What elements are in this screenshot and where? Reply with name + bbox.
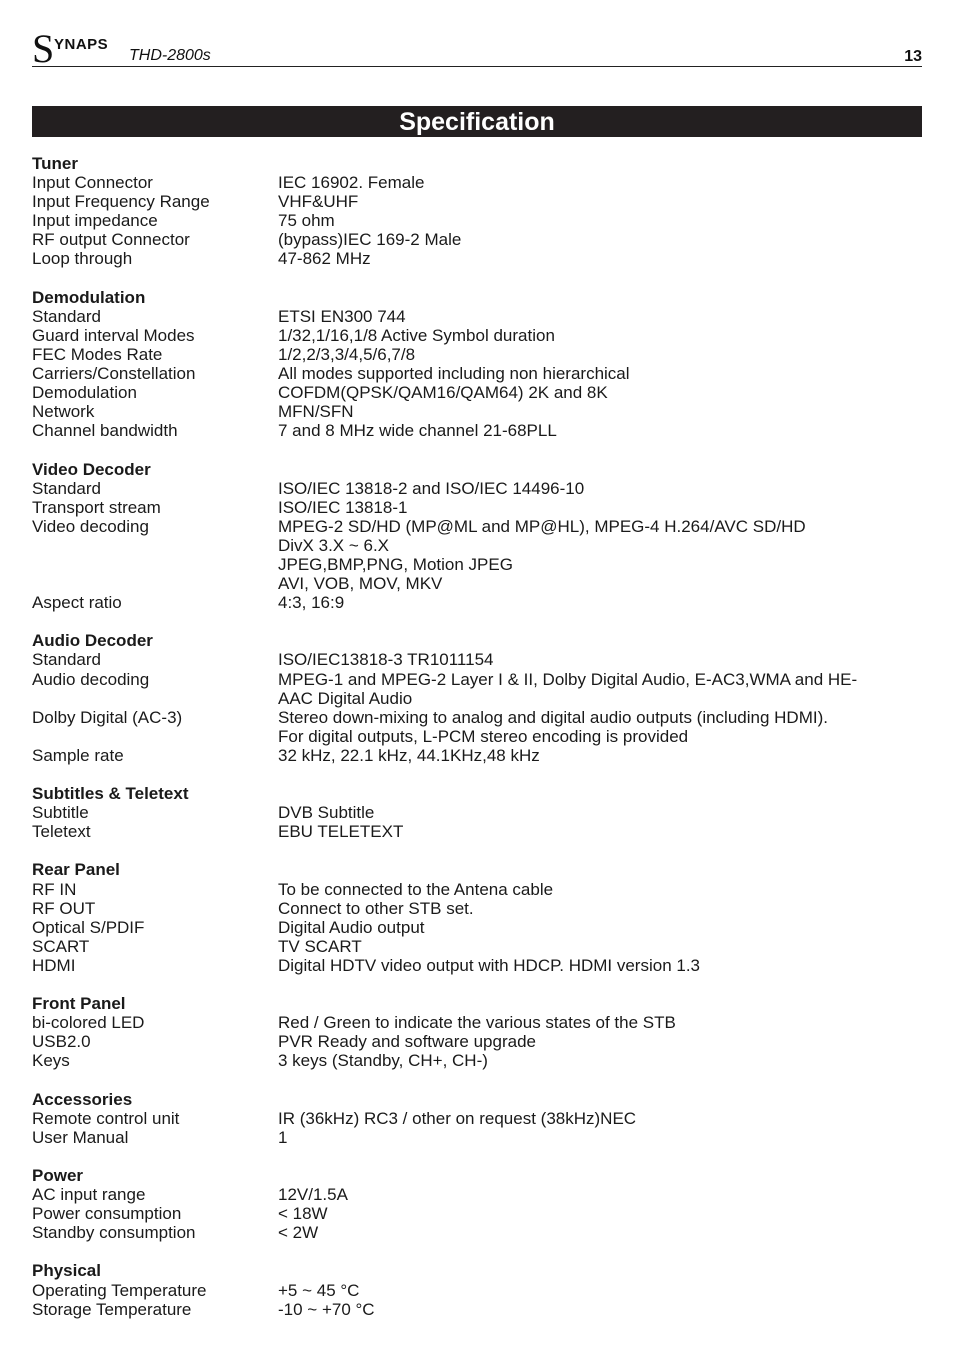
spec-value-line: Stereo down-mixing to analog and digital audio outputs (including HDMI). <box>278 707 828 727</box>
spec-row <box>32 956 922 975</box>
spec-label: Standby consumption <box>32 1223 196 1243</box>
section-title: Front Panel <box>32 994 126 1014</box>
spec-value-line: 1 <box>278 1127 288 1147</box>
spec-value <box>278 517 922 593</box>
spec-value <box>278 1204 922 1223</box>
spec-value <box>278 1032 922 1051</box>
spec-row <box>32 746 922 765</box>
spec-label: RF OUT <box>32 898 96 918</box>
logo-initial: S <box>32 26 54 71</box>
spec-value-line: 75 ohm <box>278 211 335 231</box>
spec-value-line: IR (36kHz) RC3 / other on request (38kHz)NEC <box>278 1108 637 1128</box>
spec-value-line: MPEG-2 SD/HD (MP@ML and MP@HL), MPEG-4 H.264/AVC SD/HD <box>278 516 806 536</box>
spec-section <box>32 784 922 841</box>
spec-label: Dolby Digital (AC-3) <box>32 707 183 727</box>
spec-value-line: Digital Audio output <box>278 917 425 937</box>
spec-value <box>278 670 922 708</box>
spec-value-line: 3 keys (Standby, CH+, CH-) <box>278 1051 488 1071</box>
page-header <box>32 26 922 71</box>
spec-value <box>278 746 922 765</box>
spec-label: SCART <box>32 936 90 956</box>
spec-row <box>32 1051 922 1070</box>
spec-label: Sample rate <box>32 745 124 765</box>
spec-row <box>32 249 922 268</box>
section-title: Tuner <box>32 154 78 173</box>
spec-value <box>278 249 922 268</box>
section-title: Accessories <box>32 1089 133 1109</box>
spec-value <box>278 1128 922 1147</box>
spec-row <box>32 345 922 364</box>
spec-value <box>278 326 922 345</box>
spec-label: Input Connector <box>32 173 153 193</box>
spec-value <box>278 803 922 822</box>
spec-row <box>32 937 922 956</box>
section-title: Demodulation <box>32 287 146 307</box>
spec-label: Aspect ratio <box>32 593 122 613</box>
spec-value <box>278 822 922 841</box>
spec-value <box>278 383 922 402</box>
spec-label: Loop through <box>32 249 133 269</box>
spec-value <box>278 1185 922 1204</box>
spec-row <box>32 1223 922 1242</box>
spec-value-line: JPEG,BMP,PNG, Motion JPEG <box>278 554 513 574</box>
spec-value-line: EBU TELETEXT <box>278 822 404 842</box>
spec-label: AC input range <box>32 1185 146 1205</box>
page-title: Specification <box>32 106 922 137</box>
spec-row <box>32 1281 922 1300</box>
spec-row <box>32 880 922 899</box>
spec-value-line: Digital HDTV video output with HDCP. HDMI version 1.3 <box>278 955 701 975</box>
spec-value-line: 7 and 8 MHz wide channel 21-68PLL <box>278 421 557 441</box>
spec-value-line: 1/2,2/3,3/4,5/6,7/8 <box>278 344 416 364</box>
spec-value-line: < 18W <box>278 1204 328 1224</box>
spec-label: bi-colored LED <box>32 1013 145 1033</box>
spec-label: Teletext <box>32 822 91 842</box>
spec-value-line: 1/32,1/16,1/8 Active Symbol duration <box>278 325 555 345</box>
spec-value <box>278 1013 922 1032</box>
spec-value-line: -10 ~ +70 °C <box>278 1299 375 1319</box>
spec-value <box>278 1300 922 1319</box>
spec-row <box>32 670 922 708</box>
spec-row <box>32 1109 922 1128</box>
spec-value <box>278 918 922 937</box>
section-title: Power <box>32 1165 84 1185</box>
spec-value <box>278 345 922 364</box>
spec-label: Input Frequency Range <box>32 192 210 212</box>
spec-value-line: Red / Green to indicate the various states of the STB <box>278 1013 676 1033</box>
spec-section <box>32 1090 922 1147</box>
spec-label: Demodulation <box>32 383 137 403</box>
spec-section <box>32 154 922 269</box>
spec-label: Keys <box>32 1051 70 1071</box>
spec-value-line: (bypass)IEC 169-2 Male <box>278 230 462 250</box>
spec-section <box>32 860 922 975</box>
spec-value-line: For digital outputs, L-PCM stereo encoding is provided <box>278 726 689 746</box>
spec-row <box>32 918 922 937</box>
spec-value-line: 12V/1.5A <box>278 1185 348 1205</box>
spec-label: Transport stream <box>32 497 161 517</box>
spec-value <box>278 211 922 230</box>
spec-label: Input impedance <box>32 211 158 231</box>
spec-row <box>32 1204 922 1223</box>
section-title: Video Decoder <box>32 459 151 479</box>
spec-row <box>32 307 922 326</box>
spec-row <box>32 593 922 612</box>
spec-label: RF IN <box>32 879 77 899</box>
spec-label: Network <box>32 402 95 422</box>
section-title: Rear Panel <box>32 860 120 880</box>
spec-label: FEC Modes Rate <box>32 344 163 364</box>
spec-value <box>278 1281 922 1300</box>
spec-value-line: All modes supported including non hierarchical <box>278 364 630 384</box>
spec-row <box>32 479 922 498</box>
spec-value <box>278 1223 922 1242</box>
spec-label: User Manual <box>32 1127 129 1147</box>
spec-value <box>278 230 922 249</box>
model-name: THD-2800s <box>129 47 211 64</box>
spec-value <box>278 498 922 517</box>
spec-value <box>278 899 922 918</box>
spec-value-line: IEC 16902. Female <box>278 173 425 193</box>
spec-label: Power consumption <box>32 1204 182 1224</box>
spec-value-line: AVI, VOB, MOV, MKV <box>278 574 443 594</box>
page-number: 13 <box>904 48 922 65</box>
spec-value-line: DVB Subtitle <box>278 803 375 823</box>
spec-label: Guard interval Modes <box>32 325 195 345</box>
spec-label: Video decoding <box>32 516 149 536</box>
spec-value <box>278 173 922 192</box>
spec-row <box>32 1032 922 1051</box>
spec-label: Operating Temperature <box>32 1280 207 1300</box>
spec-value-line: ETSI EN300 744 <box>278 306 406 326</box>
spec-value <box>278 593 922 612</box>
spec-value <box>278 937 922 956</box>
spec-label: USB2.0 <box>32 1032 91 1052</box>
spec-value-line: < 2W <box>278 1223 319 1243</box>
spec-row <box>32 498 922 517</box>
logo-text: YNAPS <box>54 36 109 53</box>
section-title: Physical <box>32 1261 101 1281</box>
spec-value-line: Connect to other STB set. <box>278 898 474 918</box>
spec-value-line: 47-862 MHz <box>278 249 371 269</box>
spec-label: Channel bandwidth <box>32 421 178 441</box>
spec-value-line: TV SCART <box>278 936 362 956</box>
spec-row <box>32 402 922 421</box>
spec-value <box>278 364 922 383</box>
spec-section <box>32 1261 922 1318</box>
spec-section <box>32 288 922 441</box>
spec-value-line: ISO/IEC13818-3 TR1011154 <box>278 650 494 670</box>
spec-row <box>32 1013 922 1032</box>
spec-label: Remote control unit <box>32 1108 180 1128</box>
spec-label: Optical S/PDIF <box>32 917 145 937</box>
spec-value-line: +5 ~ 45 °C <box>278 1280 360 1300</box>
spec-row <box>32 326 922 345</box>
spec-row <box>32 650 922 669</box>
spec-row <box>32 1128 922 1147</box>
spec-value-line: MPEG-1 and MPEG-2 Layer I & II, Dolby Digital Audio, E-AC3,WMA and HE- <box>278 669 858 689</box>
spec-label: Standard <box>32 650 101 670</box>
header-rule <box>32 66 922 67</box>
spec-label: Carriers/Constellation <box>32 364 196 384</box>
specification-list <box>32 154 922 1338</box>
spec-row <box>32 1300 922 1319</box>
spec-value-line: 4:3, 16:9 <box>278 593 345 613</box>
spec-label: Subtitle <box>32 803 89 823</box>
spec-label: RF output Connector <box>32 230 190 250</box>
spec-value <box>278 956 922 975</box>
spec-value-line: MFN/SFN <box>278 402 354 422</box>
spec-value-line: 32 kHz, 22.1 kHz, 44.1KHz,48 kHz <box>278 745 540 765</box>
spec-label: Audio decoding <box>32 669 150 689</box>
spec-row <box>32 899 922 918</box>
spec-value-line: DivX 3.X ~ 6.X <box>278 535 390 555</box>
spec-label: HDMI <box>32 955 76 975</box>
spec-section <box>32 1166 922 1242</box>
spec-label: Standard <box>32 478 101 498</box>
spec-value <box>278 402 922 421</box>
spec-value-line: PVR Ready and software upgrade <box>278 1032 536 1052</box>
spec-value-line: AAC Digital Audio <box>278 688 413 708</box>
spec-value <box>278 307 922 326</box>
spec-row <box>32 517 922 593</box>
spec-value <box>278 650 922 669</box>
spec-value-line: ISO/IEC 13818-1 <box>278 497 408 517</box>
spec-row <box>32 822 922 841</box>
spec-section <box>32 631 922 765</box>
spec-value <box>278 1109 922 1128</box>
spec-row <box>32 708 922 746</box>
spec-row <box>32 211 922 230</box>
spec-value <box>278 192 922 211</box>
spec-value <box>278 421 922 440</box>
spec-value <box>278 880 922 899</box>
spec-row <box>32 192 922 211</box>
spec-value <box>278 708 922 746</box>
spec-row <box>32 803 922 822</box>
spec-value <box>278 1051 922 1070</box>
section-title: Audio Decoder <box>32 631 153 651</box>
spec-row <box>32 421 922 440</box>
spec-value-line: COFDM(QPSK/QAM16/QAM64) 2K and 8K <box>278 383 608 403</box>
spec-row <box>32 1185 922 1204</box>
spec-row <box>32 173 922 192</box>
spec-value-line: To be connected to the Antena cable <box>278 879 554 899</box>
spec-value-line: ISO/IEC 13818-2 and ISO/IEC 14496-10 <box>278 478 585 498</box>
spec-value <box>278 479 922 498</box>
spec-row <box>32 230 922 249</box>
spec-value-line: VHF&UHF <box>278 192 359 212</box>
spec-section <box>32 460 922 613</box>
spec-row <box>32 383 922 402</box>
spec-row <box>32 364 922 383</box>
spec-section <box>32 994 922 1070</box>
spec-label: Standard <box>32 306 101 326</box>
spec-label: Storage Temperature <box>32 1299 192 1319</box>
section-title: Subtitles & Teletext <box>32 784 189 804</box>
